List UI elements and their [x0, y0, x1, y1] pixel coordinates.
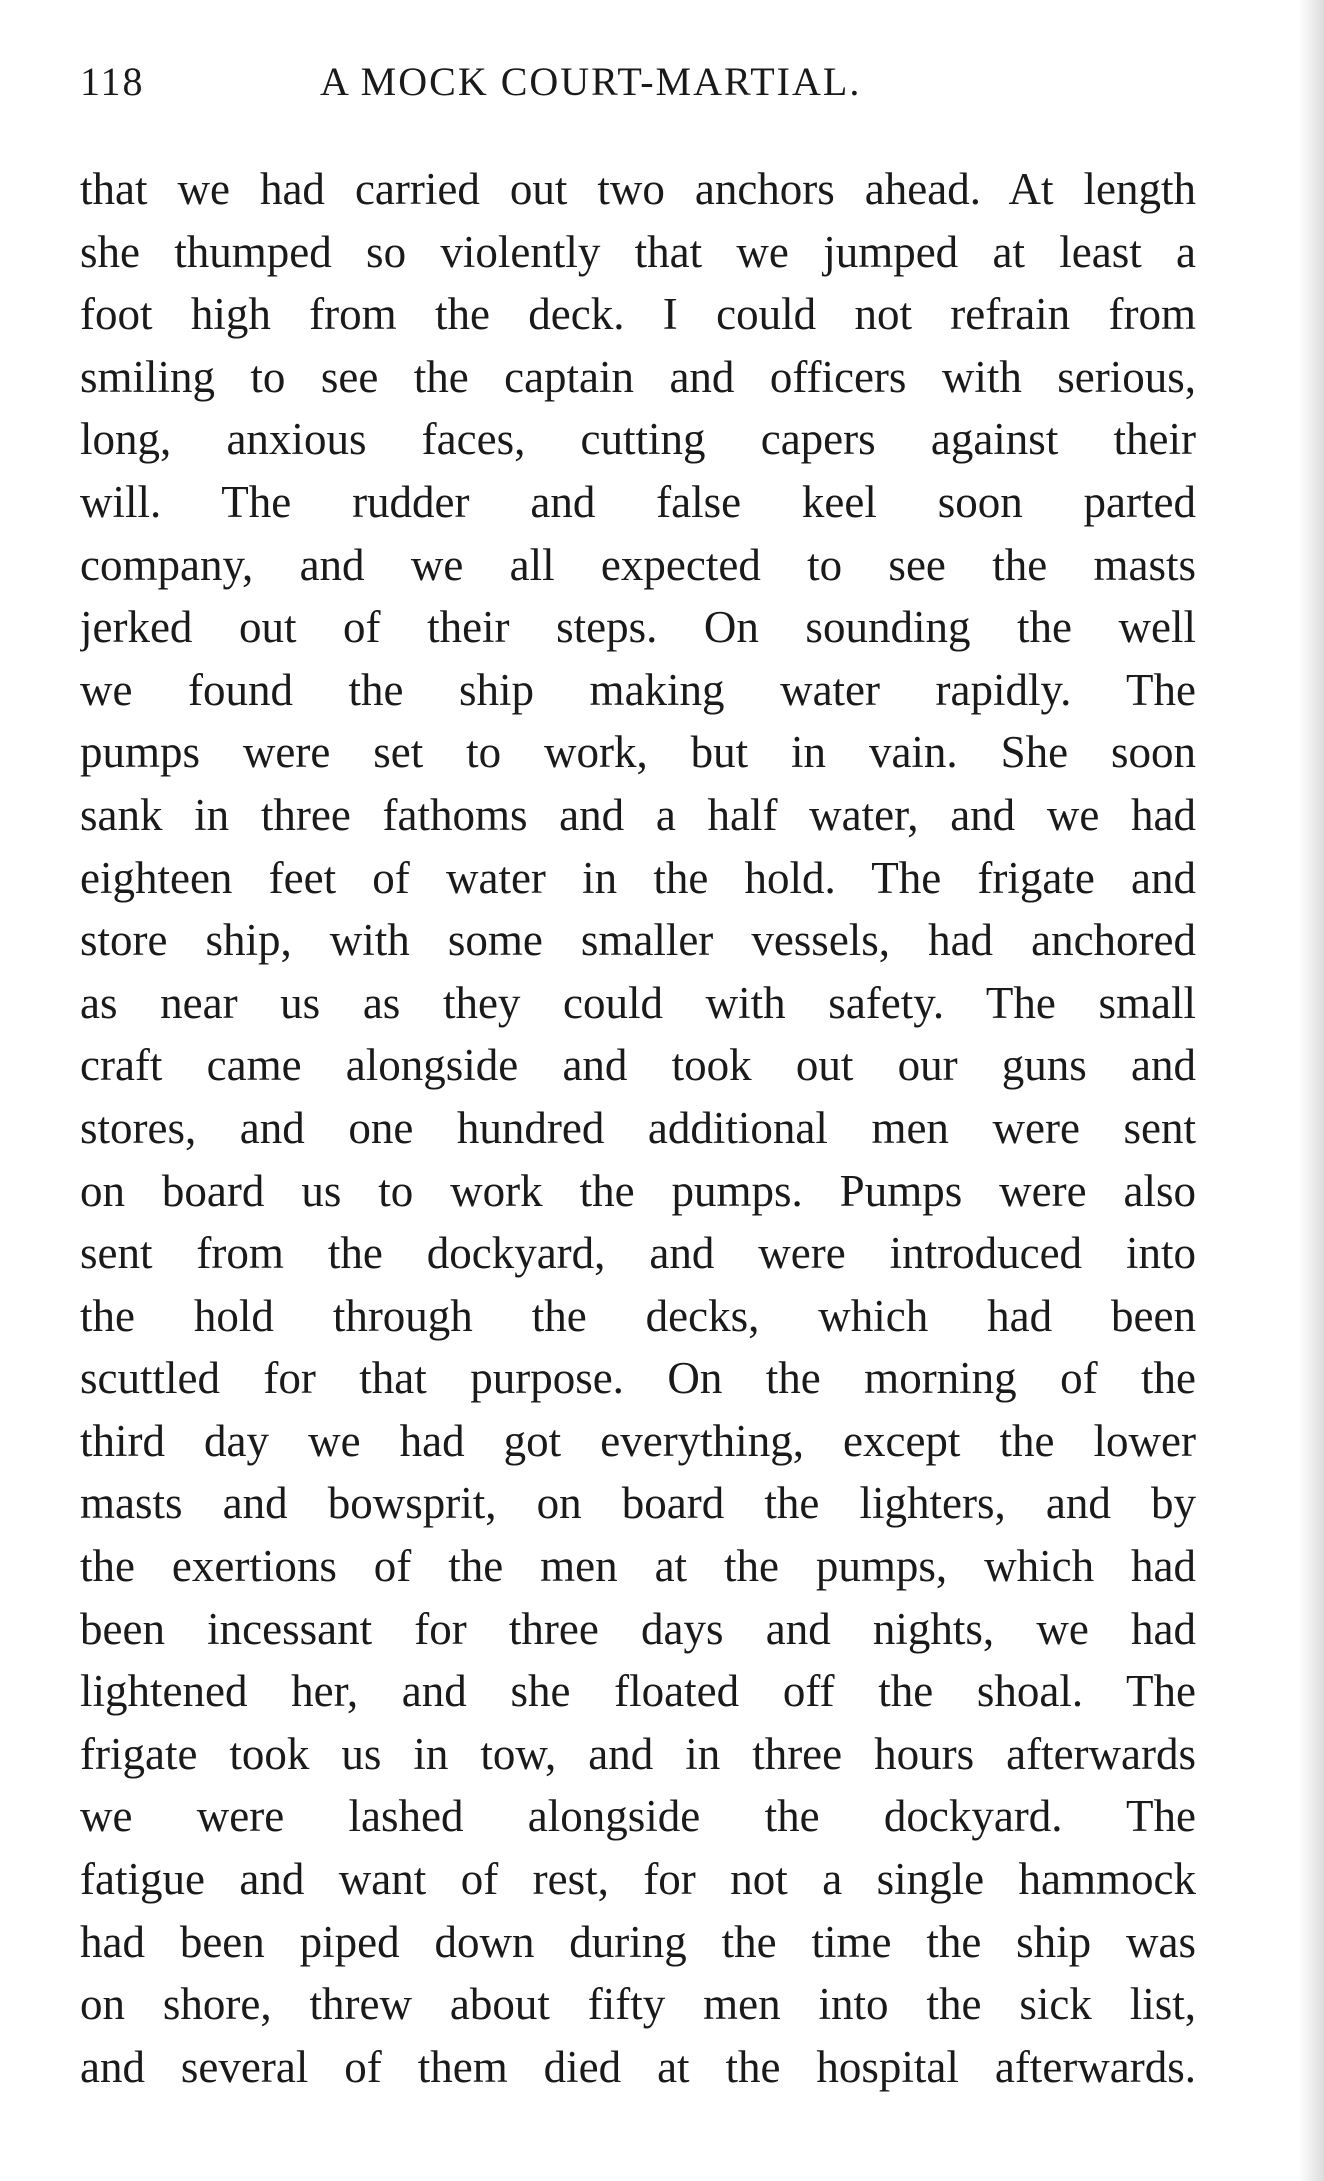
text-line: we were lashed alongside the dockyard. The [80, 1791, 1196, 1842]
text-line: fatigue and want of rest, for not a single hammock [80, 1854, 1196, 1905]
text-line: foot high from the deck. I could not refrain from [80, 289, 1196, 340]
page-number: 118 [80, 59, 145, 104]
text-line: scuttled for that purpose. On the morning of the [80, 1353, 1196, 1404]
text-line: as near us as they could with safety. The small [80, 977, 1196, 1028]
text-line: third day we had got everything, except the lower [80, 1415, 1196, 1466]
text-line: craft came alongside and took out our guns and [80, 1040, 1196, 1091]
running-head [80, 58, 980, 118]
text-line: on shore, threw about fifty men into the sick list, [80, 1979, 1196, 2030]
text-line: pumps were set to work, but in vain. She soon [80, 727, 1196, 778]
text-line: jerked out of their steps. On sounding the well [80, 602, 1196, 653]
text-line: store ship, with some smaller vessels, had anchored [80, 915, 1196, 966]
text-line: sent from the dockyard, and were introduced into [80, 1228, 1196, 1279]
text-line: will. The rudder and false keel soon parted [80, 476, 1196, 527]
page-edge-shadow [1298, 0, 1324, 2181]
text-line: on board us to work the pumps. Pumps were also [80, 1165, 1196, 1216]
text-line: lightened her, and she floated off the shoal. The [80, 1666, 1196, 1717]
text-line: that we had carried out two anchors ahead. At length [80, 164, 1196, 214]
text-line: company, and we all expected to see the masts [80, 539, 1196, 590]
text-line: we found the ship making water rapidly. The [80, 664, 1196, 715]
text-line: she thumped so violently that we jumped at least a [80, 226, 1196, 277]
text-line: smiling to see the captain and officers with serious, [80, 351, 1196, 402]
text-line: eighteen feet of water in the hold. The frigate and [80, 852, 1196, 903]
running-title: A MOCK COURT-MARTIAL. [320, 59, 862, 104]
text-line: and several of them died at the hospital afterwards. [80, 2041, 1196, 2092]
body-text [80, 158, 1196, 2098]
text-line: masts and bowsprit, on board the lighters, and by [80, 1478, 1196, 1529]
text-line: sank in three fathoms and a half water, and we had [80, 789, 1196, 840]
text-line: the hold through the decks, which had been [80, 1290, 1196, 1341]
text-line: had been piped down during the time the ship was [80, 1916, 1196, 1967]
text-line: long, anxious faces, cutting capers against their [80, 414, 1196, 465]
text-line: the exertions of the men at the pumps, which had [80, 1541, 1196, 1592]
text-line: frigate took us in tow, and in three hours afterwards [80, 1728, 1196, 1779]
text-line: stores, and one hundred additional men were sent [80, 1102, 1196, 1153]
text-line: been incessant for three days and nights, we had [80, 1603, 1196, 1654]
